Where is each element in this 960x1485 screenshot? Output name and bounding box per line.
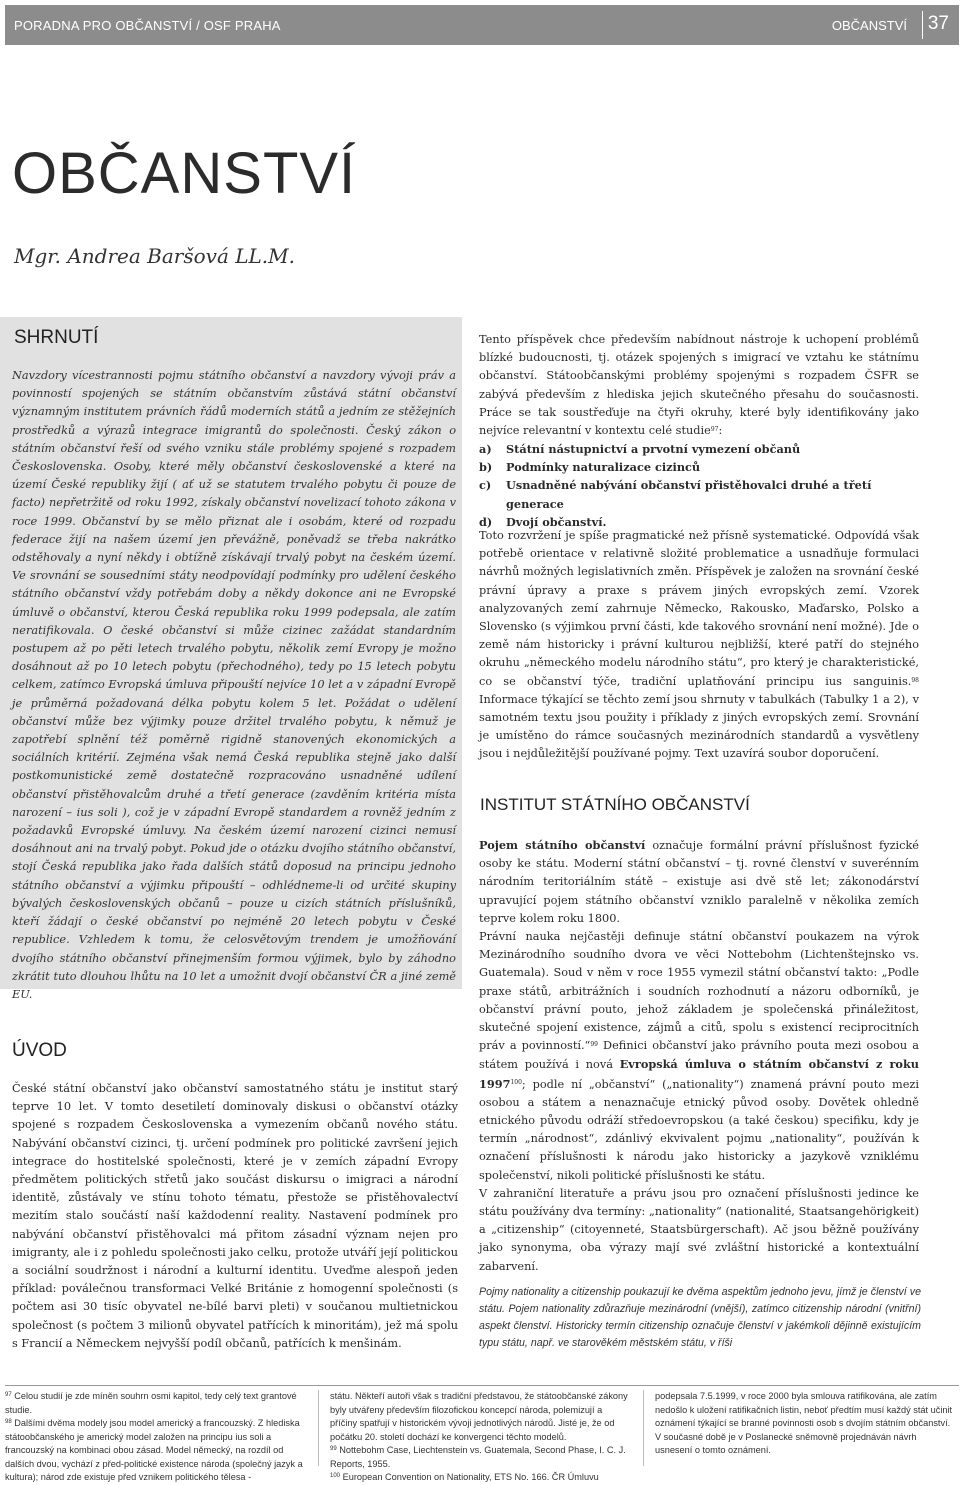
summary-heading: SHRNUTÍ bbox=[14, 327, 99, 348]
footnote-text: Dalšími dvěma modely jsou model americký a francouzský. Z hlediska státoobčanského je americký model založen na principu ius soli a francouzský na kombinaci obou zásad. Model německý, na rozdíl od dalších dvou, vychází z před-politické existence národa (společný jazyk a kultura); národ zde existuje před vznikem politického tělesa - bbox=[5, 1418, 303, 1482]
para5-text: V zahraniční literatuře a právu jsou pro označení příslušnosti jedince ke státu používány dva termíny: „nationality“ (nationalité, Staatsangehörigkeit) a „citizenship“ (citoyenneté, Staatsbürgerschaft). Ač jsou běžně používány jako synonyma, oba výrazy mají své zvláštní historické a kontextuální zabarvení. bbox=[479, 1186, 919, 1273]
list-item bbox=[479, 476, 924, 512]
footnote-divider bbox=[318, 1390, 319, 1466]
footnote-number: 100 bbox=[330, 1473, 341, 1479]
footnotes-col-2 bbox=[330, 1390, 630, 1485]
list-item-text: Dvojí občanství. bbox=[506, 514, 607, 529]
footnote-text: Nottebohm Case, Liechtenstein vs. Guatemala, Second Phase, I. C. J. Reports, 1955. bbox=[330, 1445, 626, 1469]
summary-box bbox=[0, 317, 462, 1001]
right-intro-paragraph bbox=[479, 331, 919, 440]
footnote bbox=[330, 1444, 630, 1471]
author: Mgr. Andrea Baršová LL.M. bbox=[14, 244, 295, 268]
footnote-text: státu. Někteří autoři však s tradiční představou, že státoobčanské zákony byly utvářeny především filozofickou koncepcí národa, polemizují a příčiny spatřují v historickém vývoji jednotlivých národů. Jisté je, že od počátku 20. století dochází ke konvergenci těchto modelů. bbox=[330, 1391, 628, 1442]
footnote bbox=[330, 1390, 630, 1444]
list-item-key: c) bbox=[479, 478, 492, 493]
para1-text: Tento příspěvek chce především nabídnout nástroje k uchopení problémů blízké budoucnosti, tj. otázek spojených s imigrací ve vztahu ke státnímu občanství. Státoobčanskými problémy spojenými s rozpadem ČSFR se zabývá především z hlediska jejich skutečného přesahu do současnosti. Práce se tak soustřeďuje na čtyři okruhy, které byly identifikovány jako nejvíce relevantní v kontextu celé studie bbox=[479, 333, 919, 438]
list-item-text: Podmínky naturalizace cizinců bbox=[506, 460, 701, 475]
term-convention: Evropská úmluva o státním občanství z roku 1997 bbox=[479, 1057, 919, 1091]
footnote-number: 99 bbox=[330, 1446, 337, 1452]
institut-text bbox=[479, 836, 919, 1276]
para3-text: označuje formální právní příslušnost fyzické osoby ke státu. Moderní státní občanství – tj. rovné členství v suverénním národním teritoriálním státě – existuje asi dvě stě let; zákonodárství upravující pojem státního občanství vzniklo paralelně v několika zemích teprve kolem roku 1800. bbox=[479, 839, 919, 925]
right-method-paragraph bbox=[479, 527, 919, 764]
terminology-note: Pojmy nationality a citizenship poukazují ke dvěma aspektům jednoho jevu, jímž je členství ve státu. Pojem nationality zdůrazňuje mezinárodní (vnější), zatímco citizenship národní (vnitřní) aspekt členství. Historicky termín citizenship označuje členství v jakémkoli dějinně existujícím typu státu, např. ve starověkém městském státu, v říši bbox=[479, 1286, 921, 1349]
header-divider bbox=[922, 11, 923, 39]
institut-heading: INSTITUT STÁTNÍHO OBČANSTVÍ bbox=[480, 795, 750, 814]
footnote-rule bbox=[5, 1385, 959, 1386]
footnote-text: European Convention on Nationality, ETS No. 166. ČR Úmluvu bbox=[342, 1472, 599, 1482]
footnote-ref-100: 100 bbox=[510, 1078, 522, 1086]
footnotes-col-1 bbox=[5, 1390, 305, 1485]
page-title: OBČANSTVÍ bbox=[12, 141, 357, 206]
topics-list bbox=[479, 440, 924, 531]
list-item-key: d) bbox=[479, 514, 493, 529]
para4-end: ; podle ní „občanství“ („nationality“) znamená právní pouto mezi osobou a státem a nenaznačuje etnický původ osoby. Dovětek ohledně etnického původu odráží středoevropskou (a také českou) specifiku, kdy je termín „národnost“, zdánlivý ekvivalent pojmu „nationality“, používán k označení příslušnosti k národu jako historicky a jazykově vzniklému společenství, nikoli politické příslušnosti ke státu. bbox=[479, 1077, 919, 1182]
summary-text: Navzdory vícestrannosti pojmu státního občanství a navzdory vývoji práv a povinností spojených se státním občanstvím zůstává státní občanství významným institutem právních řádů moderních států a jedním ze stěžejních prostředků a výrazů integrace imigrantů do společnosti. Český zákon o státním občanství řeší od svého vzniku stále problémy spojené s rozpadem Československa. Osoby, které měly občanství československé a které na území České republiky žijí ( ať už se statutem trvalého pobytu či pouze de facto) nepřetržitě od roku 1992, získaly občanství novelizací tohoto zákona v roce 1999. Občanství by se mělo přiznat ale i osobám, které od rozpadu federace žijí na našem území jen převážně, poněvadž se třeba nakrátko odstěhovaly a nyní někdy i obtížně získávají trvalý pobyt na českém území. Ve srovnání se sousedními státy neodpovídají podmínky pro udělení českého státního občanství vždy potřebám doby a někdy dokonce ani ne Evropské úmluvě o občanství, kterou Česká republika roku 1999 podepsala, ale zatím neratifikovala. O české občanství si může cizinec zažádat standardním postupem až po pěti letech trvalého pobytu, několik zemí Evropy je možno dosáhnout až po 10 letech pobytu (přechodného), tedy po 15 letech pobytu celkem, zatímco Evropská úmluva připouští nejvíce 10 let a v západní Evropě je průměrná požadovaná délka pobytu kolem 5 let. Požádat o udělení občanství může bez výjimky pouze držitel trvalého pobytu, k němuž je zapotřebí splnění též poměrně rigidně stanovených ekonomických a sociálních kritérií. Zejména však nemá Česká republika stejně jako další postkomunistické země dostatečně rozpracováno usnadněné udílení občanství přistěhovalcům druhé a třetí generace (zavděním kritéria místa narození – ius soli ), což je v západní Evropě standardem a rovněž jedním z požadavků Evropské úmluvy. Na českém území narození cizinci nemusí dosáhnout ani na trvalý pobyt. Pokud jde o otázku dvojího státního občanství, stojí Česká republika jako řada dalších států doposud na principu jednoho státního občanství a výjimku připouští – odhlédneme-li od určité skupiny bývalých československých občanů – pouze u cizích státních příslušníků, kteří žádají o české občanství po nejméně 20 letech pobytu v České republice. Vzhledem k tomu, že celosvětovým trendem je umožňování dvojího státního občanství přinejmenším formou výjimek, bylo by záhodno zkrátit tuto dlouhou lhůtu na 10 let a umožnit dvojí občanství ČR a jiné země EU. bbox=[12, 369, 456, 1001]
para1-end: : bbox=[718, 424, 723, 438]
para4-text: Právní nauka nejčastěji definuje státní občanství poukazem na výrok Mezinárodního soudního dvora ve věci Nottebohm (Lichtenštejnsko vs. Guatemala). Soud v něm v roce 1955 vymezil státní občanství takto: „Podle praxe států, arbitrážních i soudních rozhodnutí a názoru odborníků, je občanství právní pouto, jehož základem je společenská přináležitost, skutečné spojení existence, zájmů a citů, spolu s existencí reciprocitních práv a povinností.“ bbox=[479, 930, 919, 1053]
footnote bbox=[5, 1417, 305, 1485]
footnote-text: podepsala 7.5.1999, v roce 2000 byla smlouva ratifikována, ale zatím nedošlo k uložení ratifikačních listin, neboť předtím musí každý stát učinit oznámení týkající se branné povinnosti osob s dvojím státním občanství. V současné době je v Poslanecké sněmovně projednáván návrh usnesení o tomto oznámení. bbox=[655, 1391, 953, 1455]
para4-mid: Definici občanství jako právního pouta mezi osobou a státem používá i nová bbox=[479, 1039, 919, 1072]
footnote-ref-98: 98 bbox=[911, 676, 919, 684]
term-pojem: Pojem státního občanství bbox=[479, 838, 646, 852]
page-header bbox=[5, 5, 959, 45]
footnotes-col-3 bbox=[655, 1390, 955, 1458]
list-item-text: Státní nástupnictví a prvotní vymezení občanů bbox=[506, 442, 801, 456]
footnote-number: 98 bbox=[5, 1419, 12, 1425]
list-item-text: Usnadněné nabývání občanství přistěhovalci druhé a třetí generace bbox=[506, 478, 872, 511]
header-section: OBČANSTVÍ bbox=[831, 18, 907, 33]
footnote-ref-97: 97 bbox=[710, 426, 719, 434]
list-item bbox=[479, 458, 924, 476]
footnote-number: 97 bbox=[5, 1392, 12, 1398]
para2-end: Informace týkající se těchto zemí jsou shrnuty v tabulkách (Tabulky 1 a 2), v samotném textu jsou použity i příklady z jiných evropských zemí. Srovnání je umístěno do rámce současných mezinárodních standardů a vysvětleny jsou i nejdůležitější používané pojmy. Text uzavírá soubor doporučení. bbox=[479, 692, 919, 761]
footnote-text: Celou studií je zde míněn souhrn osmi kapitol, tedy celý text grantové studie. bbox=[5, 1391, 297, 1415]
para2-text: Toto rozvržení je spíše pragmatické než přísně systematické. Odpovídá však potřebě orientace v relativně složité problematice a usnadňuje formulaci návrhů možných legislativních změn. Příspěvek je založen na srovnání české právní úpravy a praxe s právem jiných evropských zemí. Vzorek analyzovaných zemí zahrnuje Německo, Rakousko, Maďarsko, Polsko a Slovensko (s výjimkou první části, kde takového srovnání není možné). Jde o země nám historicky i právní kulturou nejbližší, které patří do stejného okruhu „německého modelu národního státu“, pro který je charakteristické, co se občanství týče, tradiční uplatňování principu ius sanguinis. bbox=[479, 529, 919, 688]
header-publication: PORADNA PRO OBČANSTVÍ / OSF PRAHA bbox=[14, 18, 281, 33]
footnote-divider bbox=[643, 1390, 644, 1466]
page-number: 37 bbox=[927, 13, 949, 34]
footnote bbox=[5, 1390, 305, 1417]
footnote bbox=[655, 1390, 955, 1458]
intro-text: České státní občanství jako občanství samostatného státu je institut starý teprve 10 let. V tomto desetiletí dominovaly diskusi o občanství otázky spojené s rozpadem Československa a vymezením občanů nového státu. Nabývání občanství cizinci, tj. určení podmínek pro politické završení jejich integrace do hostitelské společnosti, které je v zemích západní Evropy předmětem politických střetů jako součást diskursu o imigraci a národní identitě, zůstávaly ve stínu tohoto tématu, přestože se přistěhovalectví mezitím stalo součástí naší každodenní reality. Nastavení podmínek pro nabývání občanství přistěhovalci má přitom zásadní význam nejen pro imigranty, ale i z pohledu společnosti jako celku, protože utváří její politickou a sociální soudržnost i národní a kulturní identitu. Uveďme alespoň jeden příklad: poválečnou transformaci Velké Británie z homogenní společnosti (s počtem asi 30 tisíc obyvatel ne-bílé barvi pleti) v součanou multietnickou společnost (s počtem 3 milionů obyvatel patřících k minoritám), jež má spolu s Francií a Německem nejvyšší podíl občanů, patřících k menšinám. bbox=[12, 1082, 458, 1350]
intro-heading: ÚVOD bbox=[12, 1040, 67, 1061]
footnote bbox=[330, 1471, 630, 1485]
list-item bbox=[479, 440, 924, 458]
list-item-key: b) bbox=[479, 460, 493, 475]
list-item-key: a) bbox=[479, 442, 492, 456]
footnote-ref-99: 99 bbox=[590, 1041, 598, 1049]
